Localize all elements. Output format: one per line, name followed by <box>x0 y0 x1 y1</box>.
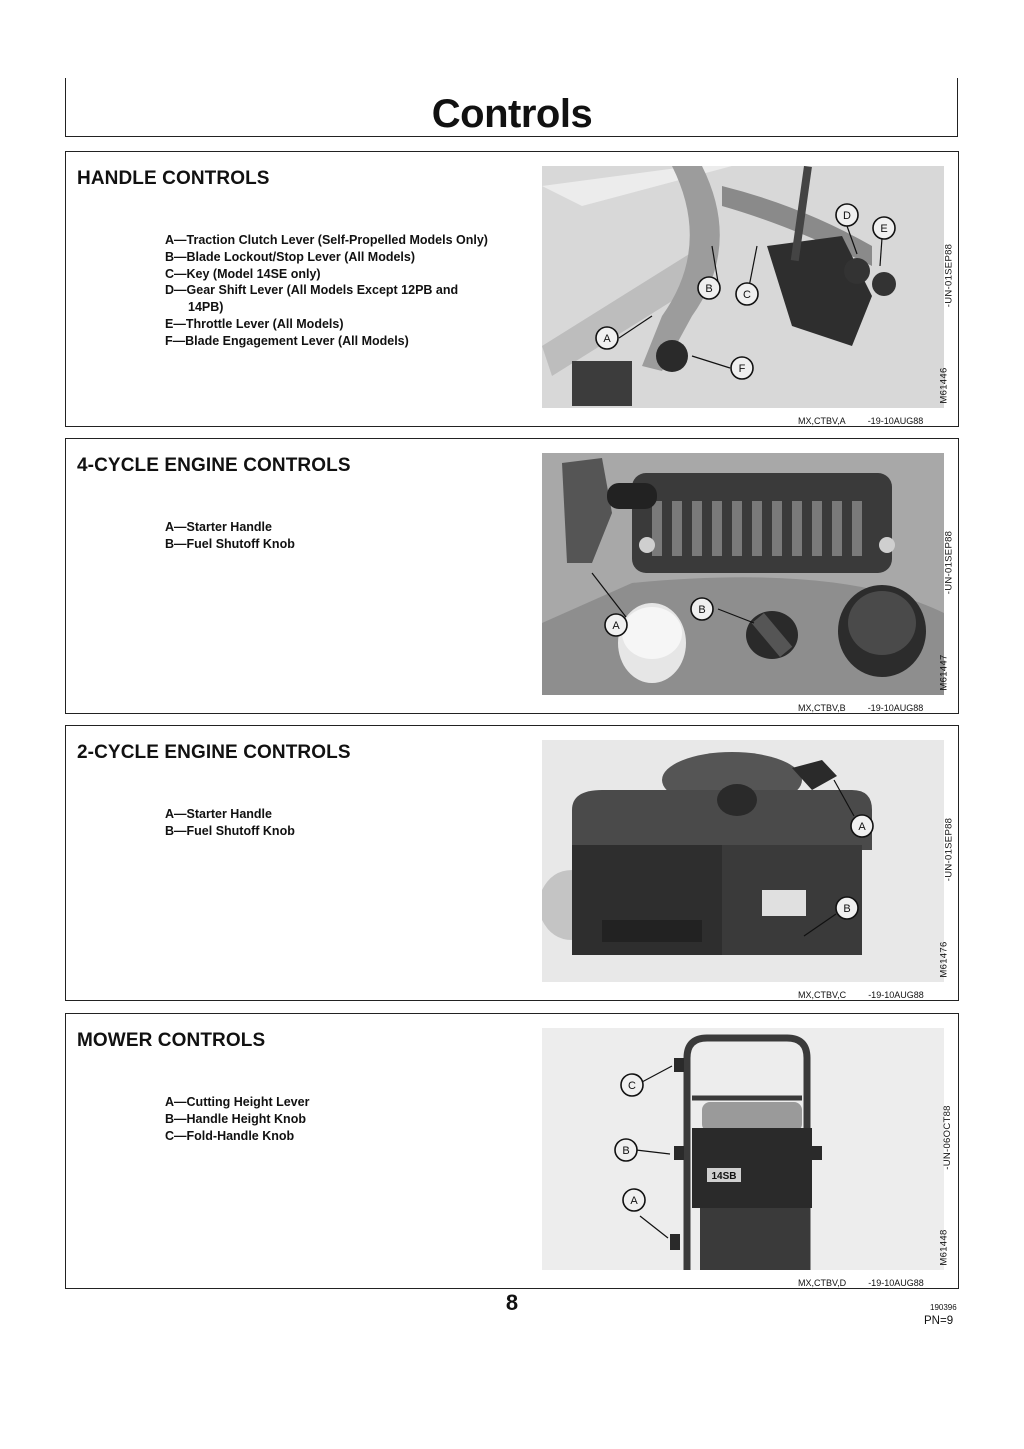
legend-list <box>165 232 495 350</box>
svg-text:F: F <box>738 363 746 375</box>
image-code: M61447 <box>938 654 950 691</box>
section-title: 4-CYCLE ENGINE CONTROLS <box>77 455 351 476</box>
legend-item: C—Key (Model 14SE only) <box>165 266 321 281</box>
svg-text:B: B <box>705 283 713 295</box>
svg-text:C: C <box>628 1080 636 1092</box>
svg-text:A: A <box>612 620 620 632</box>
callout-a <box>851 815 873 837</box>
callout-c <box>621 1074 643 1096</box>
legend-item: F—Blade Engagement Lever (All Models) <box>165 333 409 348</box>
callout-b <box>615 1139 637 1161</box>
callout-b <box>691 598 713 620</box>
svg-text:B: B <box>698 604 706 616</box>
legend-item: A—Traction Clutch Lever (Self-Propelled Models Only) <box>165 233 488 247</box>
section-title: MOWER CONTROLS <box>77 1030 266 1051</box>
section-mower-controls <box>65 1013 959 1289</box>
2-cycle-engine-photo <box>542 740 944 982</box>
mower-illustration <box>542 1028 944 1270</box>
svg-text:B: B <box>622 1145 630 1157</box>
callout-d <box>836 204 858 226</box>
mower-photo <box>542 1028 944 1270</box>
legend-list <box>165 1094 495 1144</box>
legend-item: E—Throttle Lever (All Models) <box>165 316 344 331</box>
legend-list <box>165 519 495 553</box>
svg-text:D: D <box>843 210 851 222</box>
section-title: HANDLE CONTROLS <box>77 168 270 189</box>
side-code: -UN-01SEP88 <box>942 243 954 308</box>
legend-item: B—Fuel Shutoff Knob <box>165 823 295 838</box>
image-code: M61448 <box>938 1229 950 1266</box>
pn-label: PN=9 <box>924 1315 954 1327</box>
image-code: M61476 <box>938 941 950 978</box>
handle-controls-photo <box>542 166 944 408</box>
callout-a <box>596 327 618 349</box>
2-cycle-engine-illustration <box>542 740 944 982</box>
callout-a <box>623 1189 645 1211</box>
svg-text:A: A <box>630 1195 638 1207</box>
image-code: M61446 <box>938 367 950 404</box>
callout-a <box>605 614 627 636</box>
svg-text:A: A <box>858 821 866 833</box>
legend-item: B—Fuel Shutoff Knob <box>165 536 295 551</box>
legend-list <box>165 806 495 840</box>
side-code: -UN-01SEP88 <box>942 530 954 595</box>
legend-item: A—Starter Handle <box>165 520 272 534</box>
section-2-cycle-engine-controls <box>65 725 959 1001</box>
callout-b <box>698 277 720 299</box>
legend-item: B—Blade Lockout/Stop Lever (All Models) <box>165 249 416 264</box>
legend-item: B—Handle Height Knob <box>165 1111 306 1126</box>
section-handle-controls <box>65 151 959 427</box>
svg-text:B: B <box>843 903 851 915</box>
svg-text:E: E <box>880 223 888 235</box>
legend-item: C—Fold-Handle Knob <box>165 1128 295 1143</box>
svg-text:C: C <box>743 289 751 301</box>
footer-code: MX,CTBV,B -19-10AUG88 <box>798 703 924 713</box>
handle-controls-illustration <box>542 166 944 408</box>
callout-b <box>836 897 858 919</box>
4-cycle-engine-illustration <box>542 453 944 695</box>
callout-c <box>736 283 758 305</box>
callout-f <box>731 357 753 379</box>
mower-model-label: 14SB <box>711 1171 737 1182</box>
legend-item: A—Starter Handle <box>165 807 272 821</box>
page-title: Controls <box>431 92 593 136</box>
4-cycle-engine-photo <box>542 453 944 695</box>
legend-item: D—Gear Shift Lever (All Models Except 12PB and 14PB) <box>165 283 459 315</box>
side-code: -UN-06OCT88 <box>942 1105 954 1170</box>
legend-item: A—Cutting Height Lever <box>165 1095 310 1109</box>
document-code: 190396 <box>930 1303 957 1312</box>
footer-code: MX,CTBV,D -19-10AUG88 <box>798 1278 924 1288</box>
footer-code: MX,CTBV,A -19-10AUG88 <box>798 416 924 426</box>
side-code: -UN-01SEP88 <box>942 817 954 882</box>
footer-code: MX,CTBV,C -19-10AUG88 <box>798 990 924 1000</box>
page-number: 8 <box>505 1290 519 1315</box>
svg-text:A: A <box>603 333 611 345</box>
section-4-cycle-engine-controls <box>65 438 959 714</box>
callout-e <box>873 217 895 239</box>
section-title: 2-CYCLE ENGINE CONTROLS <box>77 742 351 763</box>
